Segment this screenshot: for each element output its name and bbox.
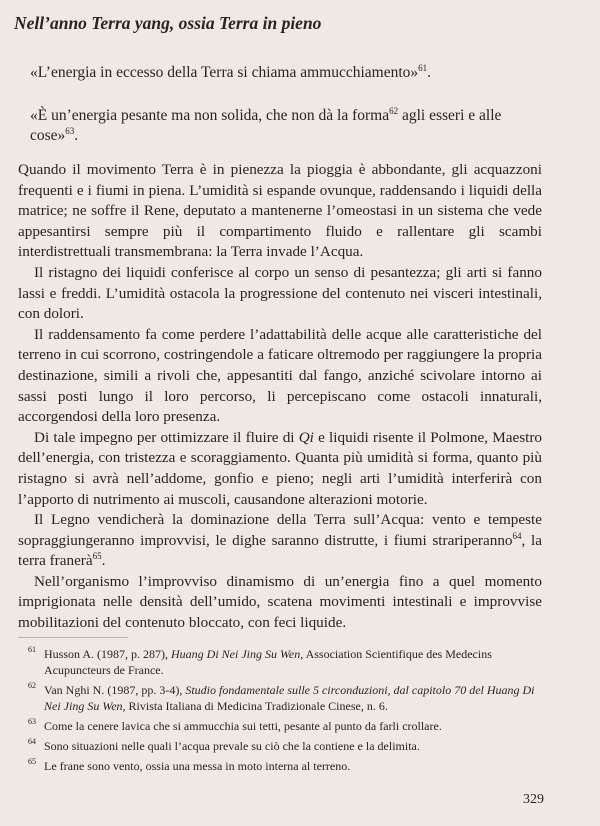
paragraph-4 bbox=[18, 428, 542, 510]
footnote-64 bbox=[18, 738, 538, 754]
note-ref-63: 63 bbox=[65, 126, 75, 136]
footnote-text: Husson A. (1987, p. 287), bbox=[44, 647, 172, 661]
footnote-number: 62 bbox=[28, 681, 36, 690]
page-number: 329 bbox=[523, 792, 544, 807]
footnote-62 bbox=[18, 682, 538, 714]
note-ref-61: 61 bbox=[418, 63, 428, 73]
quote-1-tail: . bbox=[427, 64, 432, 81]
section-heading: Nell’anno Terra yang, ossia Terra in pieno bbox=[14, 13, 322, 33]
note-ref-65: 65 bbox=[92, 551, 102, 562]
paragraph-6: Nell’organismo l’improvviso dinamismo di un’energia fino a quel momento imprigionata nelle densità dell’umido, scatena movimenti intestinali e improvvise mobilitazioni del contenuto bloccato, con feci liquide. bbox=[18, 572, 542, 632]
quote-1 bbox=[30, 63, 550, 83]
footnote-text: Sono situazioni nelle quali l’acqua prevale su ciò che la contiene e la delimita. bbox=[44, 739, 420, 753]
paragraph-5-mid: , la terra franerà bbox=[18, 531, 542, 570]
quote-2-text: «È un’energia pesante ma non solida, che non dà la forma bbox=[30, 107, 390, 124]
paragraph-5-start: Il Legno vendicherà la dominazione della Terra sull’Acqua: vento e tempeste sopraggiungeranno improvvisi, le dighe saranno distrutte, i fiumi strariperanno bbox=[18, 511, 542, 549]
footnote-number: 61 bbox=[28, 645, 36, 654]
footnote-text-end: , Association Scientifique des Medecins Acupuncteurs de France. bbox=[44, 647, 492, 677]
footnote-title: Huang Di Nei Jing Su Wen bbox=[171, 647, 301, 661]
footnote-63 bbox=[18, 718, 538, 734]
footnotes bbox=[18, 646, 538, 778]
note-ref-62: 62 bbox=[389, 106, 399, 116]
quote-2 bbox=[30, 106, 550, 146]
footnote-divider bbox=[18, 637, 128, 638]
paragraph-5 bbox=[18, 510, 542, 572]
qi-term: Qi bbox=[298, 428, 314, 446]
note-ref-64: 64 bbox=[512, 530, 522, 541]
footnote-number: 65 bbox=[28, 757, 36, 766]
footnote-61 bbox=[18, 646, 538, 678]
quote-1-text: «L’energia in eccesso della Terra si chiama ammucchiamento» bbox=[30, 64, 419, 81]
paragraph-4-start: Di tale impegno per ottimizzare il fluire di bbox=[34, 428, 299, 446]
footnote-text: Le frane sono vento, ossia una messa in moto interna al terreno. bbox=[44, 759, 351, 773]
footnote-text: Come la cenere lavica che si ammucchia sui tetti, pesante al punto da farli crollare. bbox=[44, 719, 442, 733]
paragraph-3: Il raddensamento fa come perdere l’adattabilità delle acque alle caratteristiche del terreno in cui scorrono, costringendole a faticare oltremodo per raggiungere la propria destinazione, simili a rivoli che, appesantiti dal fango, anziché scivolare intorno ai sassi posti lungo il loro percorso, li percepiscano come ostacoli innaturali, accorgendosi della loro presenza. bbox=[18, 325, 542, 426]
paragraph-4-rest: e liquidi risente il Polmone, Maestro dell’energia, con tristezza e scoraggiamento. Quanta più umidità si forma, quanto più ristagno si avrà nell’addome, gonfio e pieno; negli arti l’umidità interferirà con l’apporto di nutrimento ai muscoli, causandone alterazioni motorie. bbox=[18, 428, 542, 508]
body-text bbox=[18, 160, 542, 634]
quote-2-text-cont: agli esseri e alle cose» bbox=[30, 107, 502, 144]
paragraph-2: Il ristagno dei liquidi conferisce al corpo un senso di pesantezza; gli arti si fanno lassi e freddi. L’umidità ostacola la progressione del contenuto nei visceri intestinali, con dolori. bbox=[18, 263, 542, 323]
paragraph-1: Quando il movimento Terra è in pienezza la pioggia è abbondante, gli acquazzoni frequenti e i fiumi in piena. L’umidità si espande ovunque, raddensando i liquidi della matrice; ne soffre il Rene, deputato a mantenerne l’omeostasi in un sistema che vede appesantirsi sempre più il compartimento fluido e rallentare gli scambi interdistrettuali transmembrana: la Terra invade l’Acqua. bbox=[18, 161, 542, 261]
footnote-number: 63 bbox=[28, 717, 36, 726]
paragraph-5-end: . bbox=[101, 552, 106, 570]
quote-2-tail: . bbox=[74, 127, 79, 144]
footnote-title: Studio fondamentale sulle 5 circonduzioni, dal capitolo 70 del Huang Di Nei Jing Su Wen bbox=[44, 683, 535, 713]
footnote-text: Van Nghi N. (1987, pp. 3-4), bbox=[44, 683, 186, 697]
footnote-number: 64 bbox=[28, 737, 36, 746]
footnote-65 bbox=[18, 758, 538, 774]
footnote-text-end: , Rivista Italiana di Medicina Tradizionale Cinese, n. 6. bbox=[122, 699, 388, 713]
